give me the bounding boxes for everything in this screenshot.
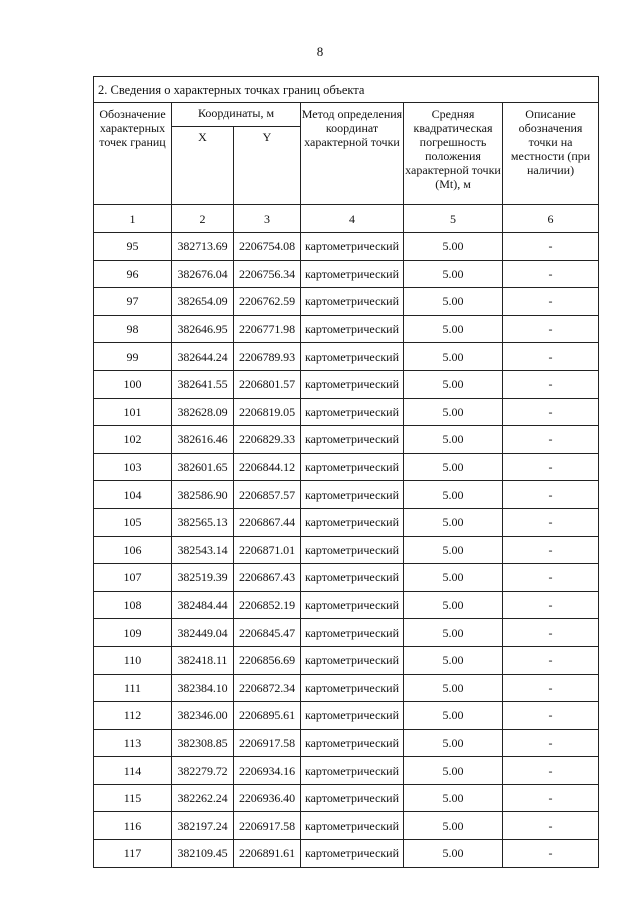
- header-method: Метод определения координат характерной точки: [301, 103, 404, 205]
- y-coordinate-cell: 2206852.19: [234, 591, 301, 619]
- y-coordinate-cell: 2206867.43: [234, 564, 301, 592]
- x-coordinate-cell: 382641.55: [172, 370, 234, 398]
- y-coordinate-cell: 2206771.98: [234, 315, 301, 343]
- accuracy-cell: 5.00: [404, 702, 503, 730]
- description-cell: -: [503, 646, 599, 674]
- description-cell: -: [503, 315, 599, 343]
- table-row: [94, 784, 599, 812]
- accuracy-cell: 5.00: [404, 729, 503, 757]
- table-row: [94, 591, 599, 619]
- method-cell: картометрический: [301, 233, 404, 261]
- point-number-cell: 98: [94, 315, 172, 343]
- accuracy-cell: 5.00: [404, 674, 503, 702]
- y-coordinate-cell: 2206871.01: [234, 536, 301, 564]
- y-coordinate-cell: 2206789.93: [234, 343, 301, 371]
- description-cell: -: [503, 536, 599, 564]
- x-coordinate-cell: 382109.45: [172, 840, 234, 868]
- y-coordinate-cell: 2206801.57: [234, 370, 301, 398]
- accuracy-cell: 5.00: [404, 591, 503, 619]
- table-row: [94, 370, 599, 398]
- table-row: [94, 757, 599, 785]
- x-coordinate-cell: 382646.95: [172, 315, 234, 343]
- description-cell: -: [503, 453, 599, 481]
- method-cell: картометрический: [301, 702, 404, 730]
- description-cell: -: [503, 619, 599, 647]
- description-cell: -: [503, 674, 599, 702]
- description-cell: -: [503, 288, 599, 316]
- x-coordinate-cell: 382262.24: [172, 784, 234, 812]
- x-coordinate-cell: 382616.46: [172, 426, 234, 454]
- description-cell: -: [503, 840, 599, 868]
- x-coordinate-cell: 382676.04: [172, 260, 234, 288]
- method-cell: картометрический: [301, 564, 404, 592]
- table-row: [94, 840, 599, 868]
- method-cell: картометрический: [301, 674, 404, 702]
- point-number-cell: 104: [94, 481, 172, 509]
- accuracy-cell: 5.00: [404, 260, 503, 288]
- accuracy-cell: 5.00: [404, 233, 503, 261]
- table-row: [94, 702, 599, 730]
- column-number: 2: [172, 205, 234, 233]
- y-coordinate-cell: 2206857.57: [234, 481, 301, 509]
- description-cell: -: [503, 564, 599, 592]
- point-number-cell: 97: [94, 288, 172, 316]
- description-cell: -: [503, 343, 599, 371]
- table-row: [94, 729, 599, 757]
- point-number-cell: 103: [94, 453, 172, 481]
- point-number-cell: 102: [94, 426, 172, 454]
- x-coordinate-cell: 382644.24: [172, 343, 234, 371]
- method-cell: картометрический: [301, 260, 404, 288]
- description-cell: -: [503, 426, 599, 454]
- point-number-cell: 101: [94, 398, 172, 426]
- x-coordinate-cell: 382565.13: [172, 508, 234, 536]
- method-cell: картометрический: [301, 812, 404, 840]
- x-coordinate-cell: 382449.04: [172, 619, 234, 647]
- x-coordinate-cell: 382586.90: [172, 481, 234, 509]
- accuracy-cell: 5.00: [404, 508, 503, 536]
- description-cell: -: [503, 729, 599, 757]
- point-number-cell: 114: [94, 757, 172, 785]
- method-cell: картометрический: [301, 453, 404, 481]
- page-number: 8: [316, 44, 324, 59]
- method-cell: картометрический: [301, 315, 404, 343]
- accuracy-cell: 5.00: [404, 315, 503, 343]
- accuracy-cell: 5.00: [404, 426, 503, 454]
- y-coordinate-cell: 2206891.61: [234, 840, 301, 868]
- header-designation: Обозначение характерных точек границ: [94, 103, 172, 205]
- table-row: [94, 288, 599, 316]
- table-caption: 2. Сведения о характерных точках границ объекта: [94, 77, 599, 103]
- table-row: [94, 508, 599, 536]
- point-number-cell: 106: [94, 536, 172, 564]
- x-coordinate-cell: 382418.11: [172, 646, 234, 674]
- x-coordinate-cell: 382384.10: [172, 674, 234, 702]
- point-number-cell: 96: [94, 260, 172, 288]
- description-cell: -: [503, 784, 599, 812]
- table-row: [94, 315, 599, 343]
- point-number-cell: 111: [94, 674, 172, 702]
- y-coordinate-cell: 2206934.16: [234, 757, 301, 785]
- method-cell: картометрический: [301, 619, 404, 647]
- method-cell: картометрический: [301, 784, 404, 812]
- table-row: [94, 233, 599, 261]
- point-number-cell: 107: [94, 564, 172, 592]
- table-row: [94, 398, 599, 426]
- x-coordinate-cell: 382601.65: [172, 453, 234, 481]
- y-coordinate-cell: 2206856.69: [234, 646, 301, 674]
- x-coordinate-cell: 382197.24: [172, 812, 234, 840]
- method-cell: картометрический: [301, 370, 404, 398]
- x-coordinate-cell: 382543.14: [172, 536, 234, 564]
- method-cell: картометрический: [301, 481, 404, 509]
- header-description: Описание обозначения точки на местности (при наличии): [503, 103, 599, 205]
- y-coordinate-cell: 2206917.58: [234, 729, 301, 757]
- method-cell: картометрический: [301, 591, 404, 619]
- y-coordinate-cell: 2206762.59: [234, 288, 301, 316]
- point-number-cell: 109: [94, 619, 172, 647]
- method-cell: картометрический: [301, 508, 404, 536]
- point-number-cell: 100: [94, 370, 172, 398]
- table-row: [94, 646, 599, 674]
- column-number-row: [94, 205, 599, 233]
- method-cell: картометрический: [301, 288, 404, 316]
- y-coordinate-cell: 2206756.34: [234, 260, 301, 288]
- accuracy-cell: 5.00: [404, 564, 503, 592]
- header-y: Y: [234, 127, 301, 205]
- point-number-cell: 116: [94, 812, 172, 840]
- x-coordinate-cell: 382628.09: [172, 398, 234, 426]
- accuracy-cell: 5.00: [404, 812, 503, 840]
- point-number-cell: 110: [94, 646, 172, 674]
- table-row: [94, 426, 599, 454]
- description-cell: -: [503, 233, 599, 261]
- accuracy-cell: 5.00: [404, 343, 503, 371]
- method-cell: картометрический: [301, 757, 404, 785]
- table-row: [94, 481, 599, 509]
- method-cell: картометрический: [301, 840, 404, 868]
- header-coordinates: Координаты, м: [172, 103, 301, 127]
- y-coordinate-cell: 2206895.61: [234, 702, 301, 730]
- y-coordinate-cell: 2206829.33: [234, 426, 301, 454]
- x-coordinate-cell: 382308.85: [172, 729, 234, 757]
- point-number-cell: 112: [94, 702, 172, 730]
- point-number-cell: 115: [94, 784, 172, 812]
- description-cell: -: [503, 757, 599, 785]
- table-row: [94, 564, 599, 592]
- header-x: X: [172, 127, 234, 205]
- accuracy-cell: 5.00: [404, 840, 503, 868]
- accuracy-cell: 5.00: [404, 646, 503, 674]
- accuracy-cell: 5.00: [404, 370, 503, 398]
- point-number-cell: 99: [94, 343, 172, 371]
- x-coordinate-cell: 382654.09: [172, 288, 234, 316]
- method-cell: картометрический: [301, 426, 404, 454]
- column-number: 4: [301, 205, 404, 233]
- y-coordinate-cell: 2206844.12: [234, 453, 301, 481]
- x-coordinate-cell: 382346.00: [172, 702, 234, 730]
- description-cell: -: [503, 591, 599, 619]
- point-number-cell: 95: [94, 233, 172, 261]
- x-coordinate-cell: 382519.39: [172, 564, 234, 592]
- method-cell: картометрический: [301, 646, 404, 674]
- y-coordinate-cell: 2206754.08: [234, 233, 301, 261]
- x-coordinate-cell: 382484.44: [172, 591, 234, 619]
- table-row: [94, 260, 599, 288]
- accuracy-cell: 5.00: [404, 536, 503, 564]
- table-row: [94, 536, 599, 564]
- accuracy-cell: 5.00: [404, 619, 503, 647]
- accuracy-cell: 5.00: [404, 757, 503, 785]
- description-cell: -: [503, 702, 599, 730]
- description-cell: -: [503, 260, 599, 288]
- point-number-cell: 105: [94, 508, 172, 536]
- method-cell: картометрический: [301, 398, 404, 426]
- accuracy-cell: 5.00: [404, 453, 503, 481]
- column-number: 3: [234, 205, 301, 233]
- accuracy-cell: 5.00: [404, 481, 503, 509]
- column-number: 6: [503, 205, 599, 233]
- point-number-cell: 113: [94, 729, 172, 757]
- method-cell: картометрический: [301, 729, 404, 757]
- y-coordinate-cell: 2206819.05: [234, 398, 301, 426]
- point-number-cell: 108: [94, 591, 172, 619]
- x-coordinate-cell: 382279.72: [172, 757, 234, 785]
- header-accuracy: Средняя квадратическая погрешность положения характерной точки (Mt), м: [404, 103, 503, 205]
- y-coordinate-cell: 2206917.58: [234, 812, 301, 840]
- y-coordinate-cell: 2206872.34: [234, 674, 301, 702]
- table-row: [94, 343, 599, 371]
- description-cell: -: [503, 370, 599, 398]
- y-coordinate-cell: 2206867.44: [234, 508, 301, 536]
- table-row: [94, 619, 599, 647]
- description-cell: -: [503, 508, 599, 536]
- method-cell: картометрический: [301, 343, 404, 371]
- column-number: 5: [404, 205, 503, 233]
- point-number-cell: 117: [94, 840, 172, 868]
- x-coordinate-cell: 382713.69: [172, 233, 234, 261]
- table-row: [94, 812, 599, 840]
- accuracy-cell: 5.00: [404, 784, 503, 812]
- table-row: [94, 674, 599, 702]
- boundary-points-table: [93, 76, 599, 868]
- method-cell: картометрический: [301, 536, 404, 564]
- accuracy-cell: 5.00: [404, 288, 503, 316]
- y-coordinate-cell: 2206845.47: [234, 619, 301, 647]
- accuracy-cell: 5.00: [404, 398, 503, 426]
- table-row: [94, 453, 599, 481]
- y-coordinate-cell: 2206936.40: [234, 784, 301, 812]
- description-cell: -: [503, 812, 599, 840]
- description-cell: -: [503, 481, 599, 509]
- description-cell: -: [503, 398, 599, 426]
- column-number: 1: [94, 205, 172, 233]
